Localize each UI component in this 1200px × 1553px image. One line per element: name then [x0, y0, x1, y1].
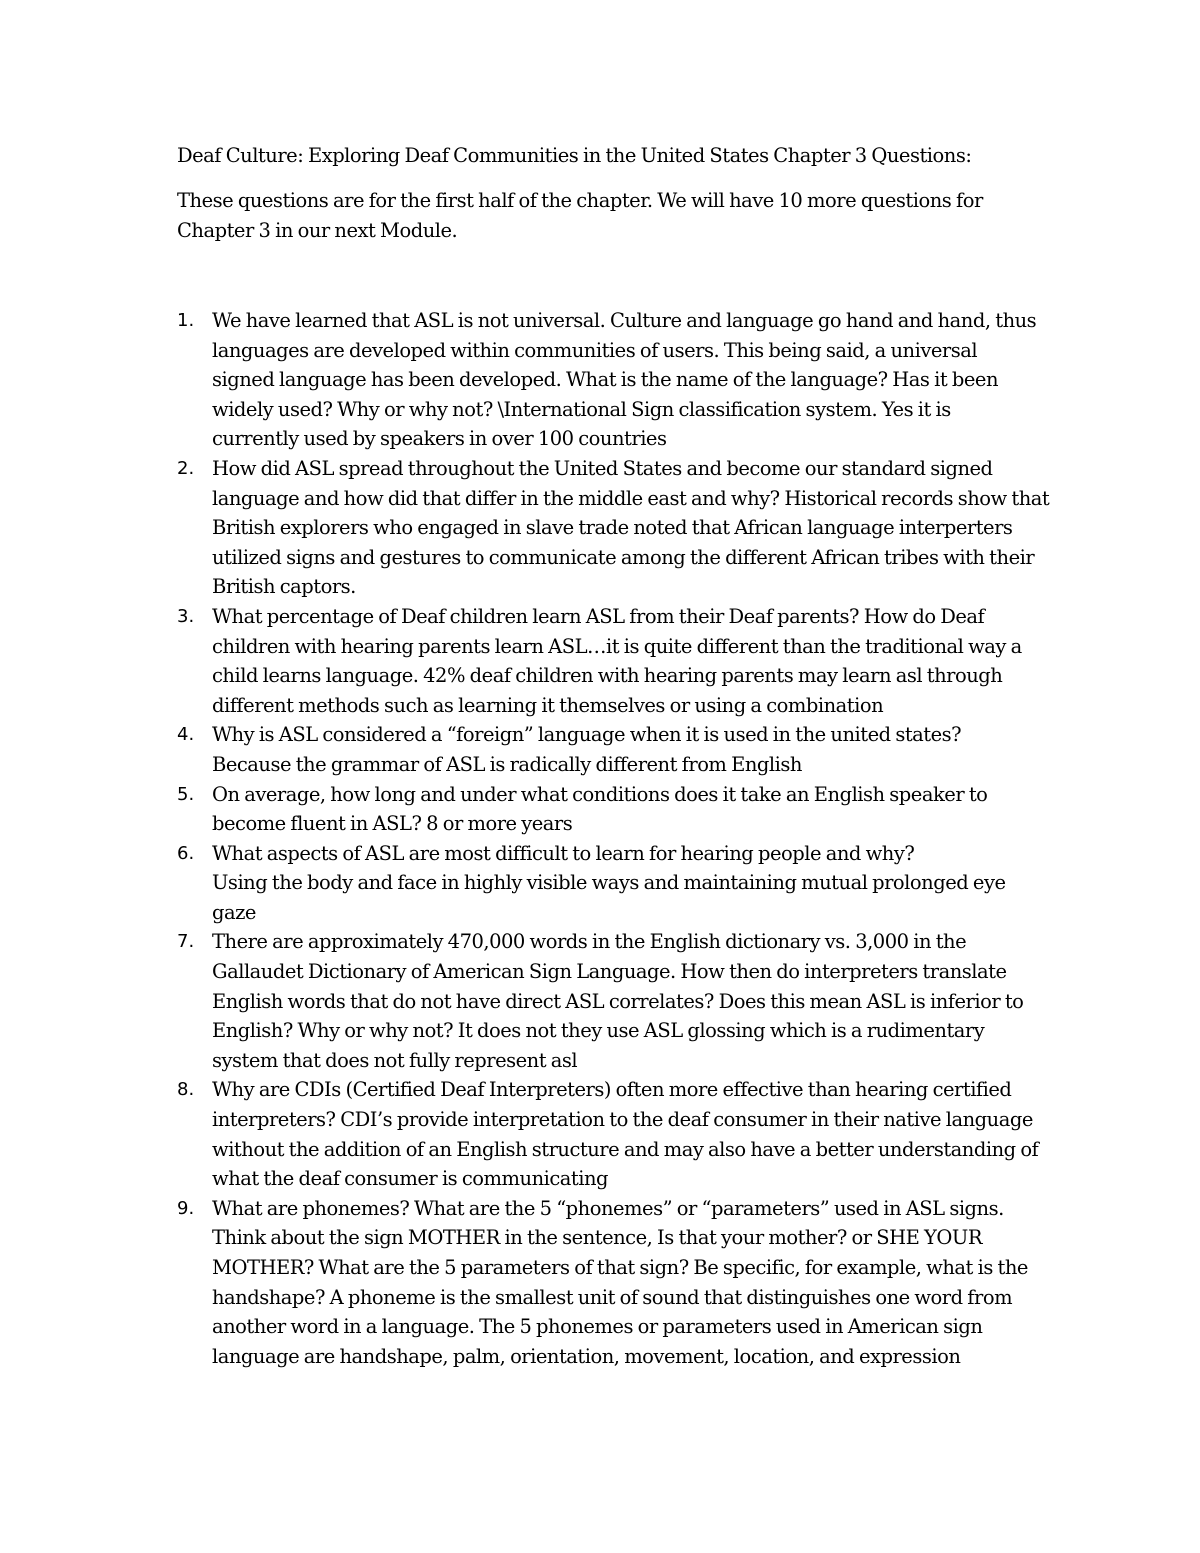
question-line: utilized signs and gestures to communicate among the different African tribes with their [212, 545, 1035, 569]
question-line: signed language has been developed. What is the name of the language? Has it been [212, 368, 999, 392]
question-number: 3. [177, 605, 195, 627]
question-item [177, 1194, 1067, 1372]
question-line: handshape? A phoneme is the smallest unit of sound that distinguishes one word from [212, 1285, 1013, 1309]
question-line: Why is ASL considered a “foreign” language when it is used in the united states? [212, 723, 962, 747]
question-number: 6. [177, 842, 195, 864]
question-line: Because the grammar of ASL is radically different from English [212, 752, 802, 776]
question-line: How did ASL spread throughout the United States and become our standard signed [212, 456, 993, 480]
question-line: MOTHER? What are the 5 parameters of that sign? Be specific, for example, what is the [212, 1256, 1028, 1279]
question-line: become fluent in ASL? 8 or more years [212, 812, 573, 836]
question-line: interpreters? CDI’s provide interpretation to the deaf consumer in their native language [212, 1108, 1033, 1132]
intro-line: These questions are for the first half of the chapter. We will have 10 more questions for [177, 189, 983, 212]
question-text [212, 602, 1067, 720]
question-line: What percentage of Deaf children learn ASL from their Deaf parents? How do Deaf [212, 604, 985, 628]
question-number: 8. [177, 1079, 195, 1101]
question-line: There are approximately 470,000 words in the English dictionary vs. 3,000 in the [212, 930, 967, 954]
question-text [212, 839, 1067, 928]
question-line: another word in a language. The 5 phonemes or parameters used in American sign [212, 1315, 983, 1339]
question-item [177, 720, 1067, 779]
question-text [212, 306, 1067, 454]
document-title: Deaf Culture: Exploring Deaf Communities in the United States Chapter 3 Questions: [177, 144, 972, 167]
question-item [177, 839, 1067, 928]
question-line: children with hearing parents learn ASL…it is quite different than the traditional way a [212, 634, 1022, 658]
question-text [212, 720, 1067, 779]
question-text [212, 780, 1067, 839]
question-text [212, 1075, 1067, 1193]
question-line: English words that do not have direct ASL correlates? Does this mean ASL is inferior to [212, 989, 1024, 1013]
question-text [212, 454, 1067, 602]
question-line: Using the body and face in highly visible ways and maintaining mutual prolonged eye [212, 871, 1006, 895]
question-line: language and how did that differ in the middle east and why? Historical records show that [212, 486, 1050, 510]
question-line: language are handshape, palm, orientation, movement, location, and expression [212, 1344, 961, 1368]
question-line: gaze [212, 900, 256, 924]
question-line: widely used? Why or why not? \International Sign classification system. Yes it is [212, 397, 951, 421]
question-line: What aspects of ASL are most difficult to learn for hearing people and why? [212, 841, 915, 865]
question-text [212, 927, 1067, 1075]
question-line: English? Why or why not? It does not they use ASL glossing which is a rudimentary [212, 1019, 985, 1043]
question-line: What are phonemes? What are the 5 “phonemes” or “parameters” used in ASL signs. [212, 1196, 1004, 1220]
question-line: system that does not fully represent asl [212, 1048, 578, 1072]
document-content [177, 141, 1067, 1368]
question-line: languages are developed within communities of users. This being said, a universal [212, 338, 978, 362]
question-line: what the deaf consumer is communicating [212, 1167, 609, 1191]
question-item [177, 454, 1067, 602]
question-text [212, 1194, 1067, 1372]
question-item [177, 602, 1067, 720]
intro-line: Chapter 3 in our next Module. [177, 218, 458, 242]
question-number: 7. [177, 931, 195, 953]
question-number: 9. [177, 1197, 195, 1219]
question-list [177, 306, 1067, 1371]
question-line: child learns language. 42% deaf children with hearing parents may learn asl through [212, 664, 1003, 688]
question-line: different methods such as learning it themselves or using a combination [212, 693, 884, 717]
question-line: British captors. [212, 575, 356, 599]
question-number: 1. [177, 310, 195, 331]
question-line: We have learned that ASL is not universal. Culture and language go hand and hand, thus [212, 309, 1037, 332]
question-line: Why are CDIs (Certified Deaf Interpreters) often more effective than hearing certified [212, 1078, 1012, 1102]
question-item [177, 1075, 1067, 1193]
question-line: Gallaudet Dictionary of American Sign Language. How then do interpreters translate [212, 960, 1007, 984]
question-number: 2. [177, 457, 195, 479]
question-item [177, 927, 1067, 1075]
intro-paragraph [177, 186, 1067, 245]
question-line: Think about the sign MOTHER in the sentence, Is that your mother? or SHE YOUR [212, 1226, 983, 1250]
question-line: without the addition of an English structure and may also have a better understanding of [212, 1137, 1039, 1161]
question-line: currently used by speakers in over 100 countries [212, 427, 667, 451]
question-item [177, 306, 1067, 454]
question-number: 4. [177, 724, 195, 746]
question-line: On average, how long and under what conditions does it take an English speaker to [212, 782, 988, 806]
question-line: British explorers who engaged in slave trade noted that African language interperters [212, 516, 1013, 540]
question-item [177, 780, 1067, 839]
question-number: 5. [177, 783, 195, 805]
